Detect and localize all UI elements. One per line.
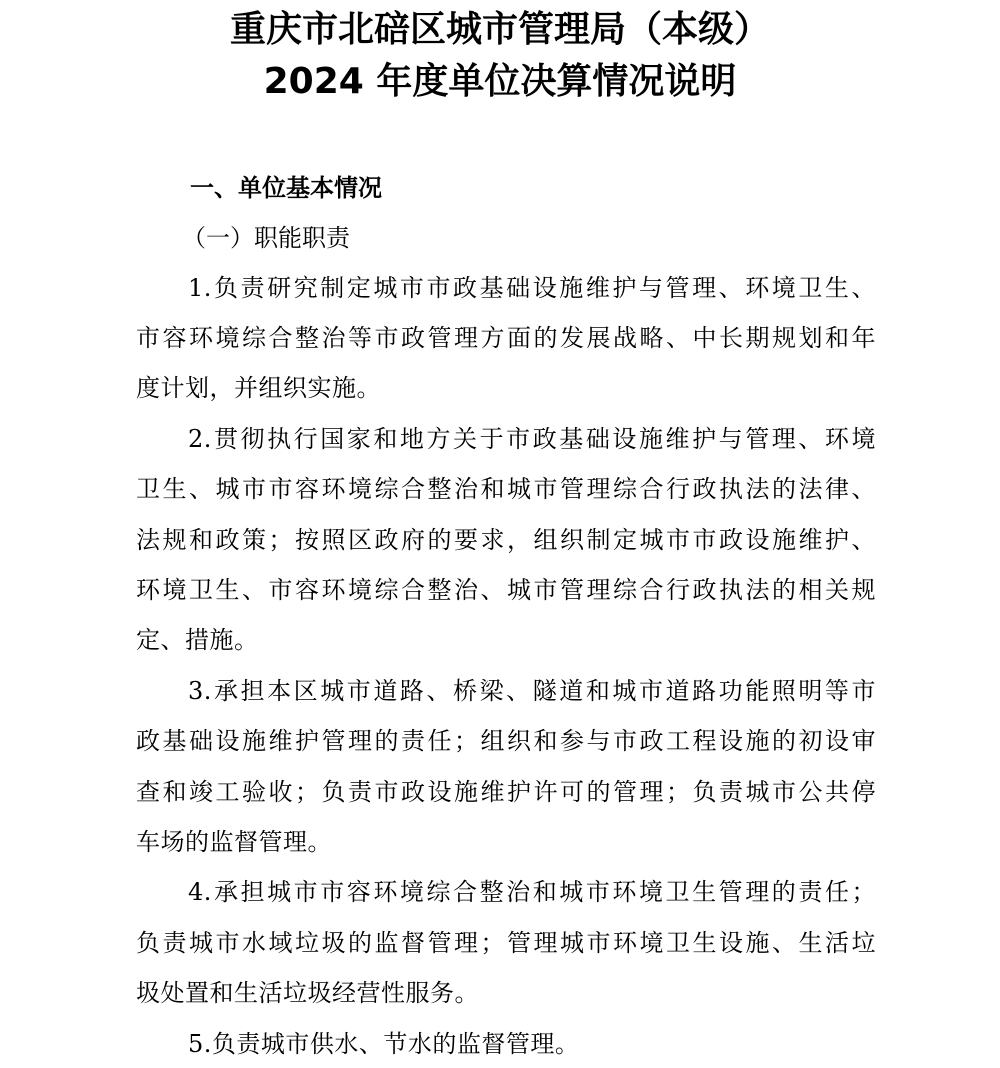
paragraph-line: 政基础设施维护管理的责任；组织和参与市政工程设施的初设审 [136, 727, 876, 755]
paragraph-line: 车场的监督管理。 [136, 828, 332, 856]
paragraph-line: 度计划，并组织实施。 [136, 374, 381, 402]
document-title-line-2: 2024 年度单位决算情况说明 [263, 61, 737, 102]
sub-heading: （一）职能职责 [182, 224, 350, 252]
paragraph-line: 4.承担城市市容环境综合整治和城市环境卫生管理的责任； [188, 878, 876, 906]
paragraph-line: 查和竣工验收；负责市政设施维护许可的管理；负责城市公共停 [136, 778, 876, 806]
paragraph-line: 3.承担本区城市道路、桥梁、隧道和城市道路功能照明等市 [188, 677, 876, 705]
paragraph-line: 环境卫生、市容环境综合整治、城市管理综合行政执法的相关规 [136, 576, 876, 604]
paragraph-line: 定、措施。 [136, 626, 259, 654]
paragraph-line: 负责城市水域垃圾的监督管理；管理城市环境卫生设施、生活垃 [136, 929, 876, 957]
paragraph-line: 圾处置和生活垃圾经营性服务。 [136, 979, 479, 1007]
paragraph-line: 1.负责研究制定城市市政基础设施维护与管理、环境卫生、 [188, 274, 876, 302]
paragraph-line: 市容环境综合整治等市政管理方面的发展战略、中长期规划和年 [136, 324, 876, 352]
paragraph-line: 5.负责城市供水、节水的监督管理。 [188, 1030, 580, 1058]
paragraph-line: 2.贯彻执行国家和地方关于市政基础设施维护与管理、环境 [188, 425, 876, 453]
section-heading: 一、单位基本情况 [190, 174, 382, 202]
document-title-line-1: 重庆市北碚区城市管理局（本级） [229, 9, 770, 50]
paragraph-line: 卫生、城市市容环境综合整治和城市管理综合行政执法的法律、 [136, 475, 876, 503]
paragraph-line: 法规和政策；按照区政府的要求，组织制定城市市政设施维护、 [136, 526, 876, 554]
